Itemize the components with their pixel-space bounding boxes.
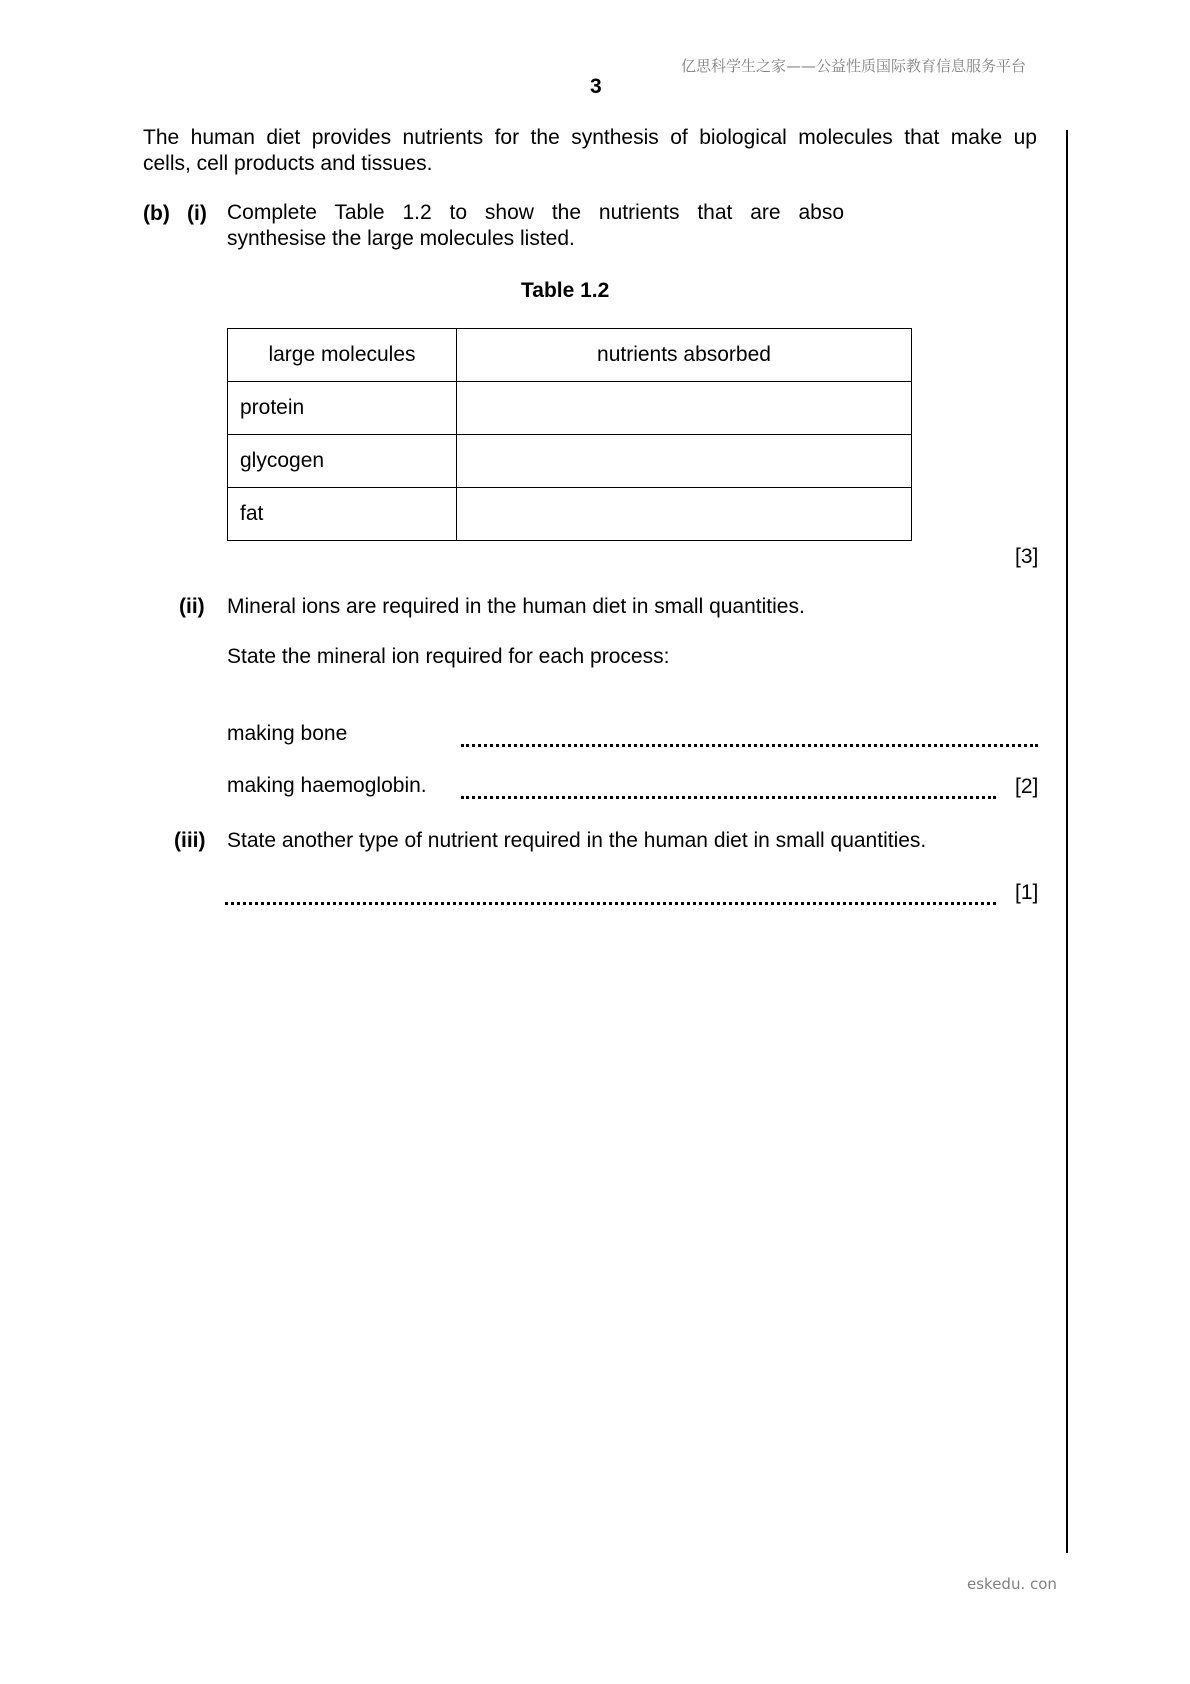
table-cell-nutrient-answer[interactable] xyxy=(457,488,912,541)
marks-b-i: [3] xyxy=(1015,545,1039,568)
table-cell-molecule: fat xyxy=(228,488,457,541)
table-title: Table 1.2 xyxy=(521,279,610,302)
table-row xyxy=(228,488,912,541)
part-b-ii-label: (ii) xyxy=(179,595,205,618)
table-cell-molecule: glycogen xyxy=(228,435,457,488)
part-b-ii-text-1: Mineral ions are required in the human diet in small quantities. xyxy=(227,595,805,618)
part-b-iii-text: State another type of nutrient required in the human diet in small quantities. xyxy=(227,829,927,852)
part-b-ii-text-2: State the mineral ion required for each process: xyxy=(227,645,670,668)
table-row xyxy=(228,435,912,488)
process-making-haemoglobin: making haemoglobin. xyxy=(227,774,427,797)
table-header-large-molecules: large molecules xyxy=(228,329,457,382)
table-cell-nutrient-answer[interactable] xyxy=(457,435,912,488)
part-b-i-line-2: synthesise the large molecules listed. xyxy=(227,227,575,250)
part-b-i-label: (i) xyxy=(187,202,207,225)
page-number: 3 xyxy=(590,75,602,98)
table-cell-nutrient-answer[interactable] xyxy=(457,382,912,435)
answer-line-haemoglobin[interactable] xyxy=(461,796,996,799)
table-header-row xyxy=(228,329,912,382)
part-b-i-line-1: Complete Table 1.2 to show the nutrients that are abso xyxy=(227,201,844,224)
part-b-i-question xyxy=(227,200,844,252)
answer-line-nutrient[interactable] xyxy=(225,902,996,905)
table-row xyxy=(228,382,912,435)
header-watermark: 亿思科学生之家——公益性质国际教育信息服务平台 xyxy=(681,57,1027,75)
footer-watermark: eskedu. con xyxy=(967,1575,1057,1593)
margin-line xyxy=(1066,130,1068,1553)
table-cell-molecule: protein xyxy=(228,382,457,435)
process-making-bone: making bone xyxy=(227,722,348,745)
marks-b-iii: [1] xyxy=(1015,881,1039,904)
intro-paragraph xyxy=(143,125,1037,177)
intro-line-1: The human diet provides nutrients for the synthesis of biological molecules that make up xyxy=(143,126,1037,149)
part-b-label: (b) xyxy=(143,202,170,225)
part-b-iii-label: (iii) xyxy=(174,829,206,852)
intro-line-2: cells, cell products and tissues. xyxy=(143,152,433,175)
table-1-2 xyxy=(227,328,912,541)
marks-b-ii: [2] xyxy=(1015,775,1039,798)
answer-line-bone[interactable] xyxy=(461,744,1038,747)
table-header-nutrients-absorbed: nutrients absorbed xyxy=(457,329,912,382)
